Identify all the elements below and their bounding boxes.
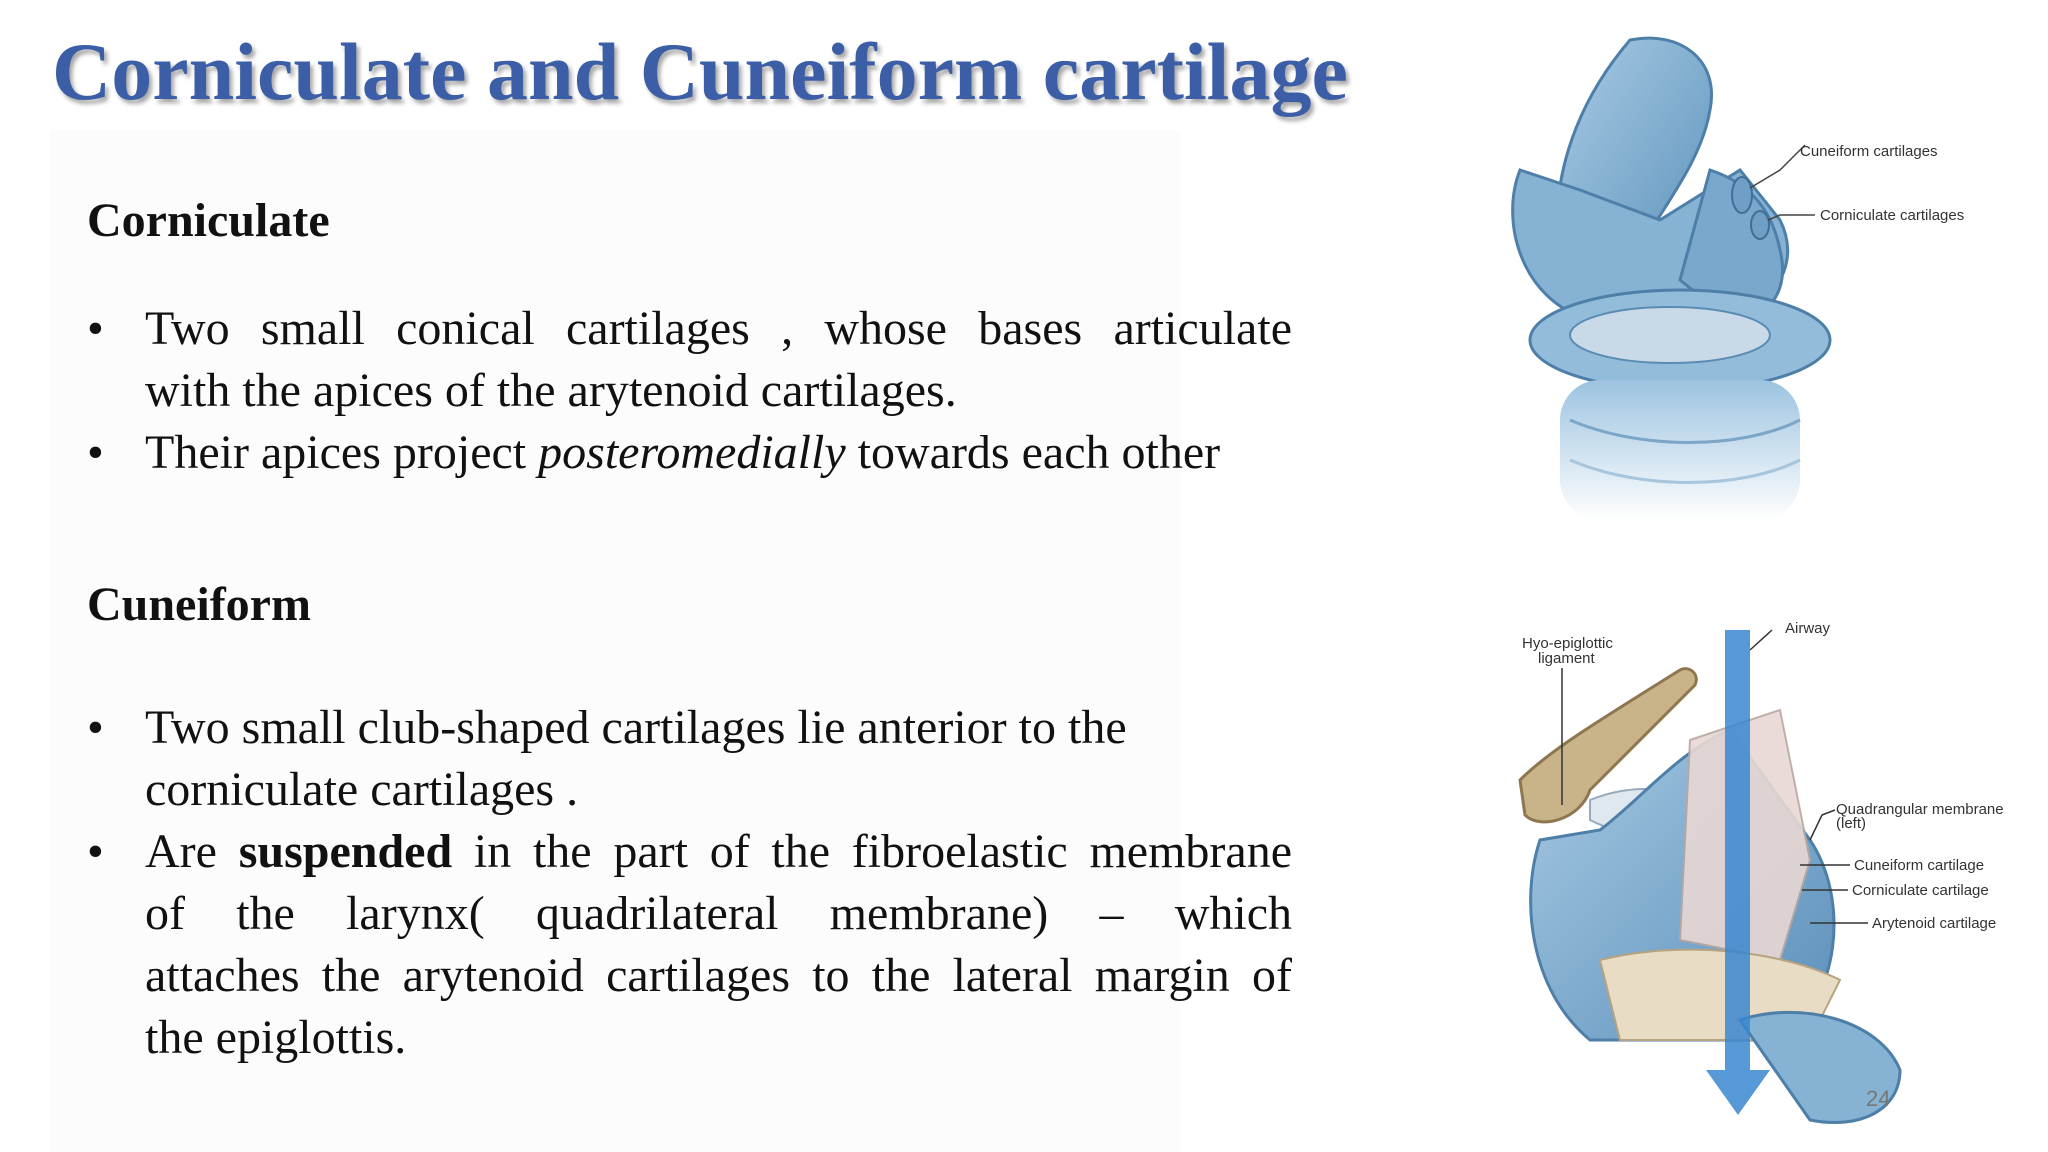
bullet-dot: • [87,302,104,355]
corniculate-bullet-1 [87,298,1292,422]
airway-leader-line [1750,630,1772,650]
bullet-text: Are [145,825,239,878]
cuneiform-heading: Cuneiform [87,578,311,631]
cuneiform-leader-line [1750,145,1805,188]
bullet-line: of the larynx( quadrilateral membrane) – which [145,887,1292,940]
quad-leader-line [1810,810,1835,840]
bullet-dot: • [87,825,104,878]
cuneiform-nodule-shape [1732,177,1752,213]
bullet-dot: • [87,426,104,479]
label-airway: Airway [1785,620,1831,637]
corniculate-bullet-2 [87,422,1292,484]
label-quadrangular-membrane-1: Quadrangular membrane [1836,801,2004,818]
label-quadrangular-membrane-2: (left) [1836,815,1866,832]
cuneiform-bullet-2 [87,821,1292,1069]
larynx-illustration-bottom [1480,600,2040,1140]
bullet-text: in the part of the fibroelastic membrane [452,825,1293,878]
bullet-emphasis: posteromedially [538,426,846,479]
bullet-text: Their apices project [145,426,539,479]
bullet-bold: suspended [238,825,453,878]
trachea-shape [1560,380,1800,520]
bullet-line: corniculate cartilages . [145,763,579,816]
cuneiform-bullet-list [87,697,1292,1069]
label-arytenoid-cartilage: Arytenoid cartilage [1872,915,1997,932]
bullet-line: Two small club-shaped cartilages lie anterior to the [145,701,1127,754]
bullet-text: towards each other [845,426,1221,479]
page-number: 24 [1866,1086,1891,1111]
cricoid-opening-shape [1570,307,1770,363]
slide-title: Corniculate and Cuneiform cartilage [52,26,1348,117]
label-corniculate-cartilage: Corniculate cartilage [1852,882,1989,899]
label-cuneiform-cartilages: Cuneiform cartilages [1800,143,1938,160]
cuneiform-bullet-1 [87,697,1292,821]
larynx-illustration-top [1480,20,2040,540]
bullet-line: attaches the arytenoid cartilages to the lateral margin of [145,949,1292,1002]
bullet-line [145,821,1292,883]
corniculate-bullet-list [87,298,1292,484]
label-cuneiform-cartilage: Cuneiform cartilage [1854,857,1985,874]
bullet-line: the epiglottis. [145,1011,407,1064]
corniculate-heading: Corniculate [87,194,330,247]
bullet-line: with the apices of the arytenoid cartilages. [145,364,957,417]
label-corniculate-cartilages: Corniculate cartilages [1820,207,1965,224]
bullet-line: Two small conical cartilages , whose bases articulate [145,302,1292,355]
bullet-dot: • [87,701,104,754]
corniculate-nodule-shape [1751,211,1769,239]
label-hyo-epiglottic-2: ligament [1538,650,1595,667]
label-hyo-epiglottic-1: Hyo-epiglottic [1522,635,1613,652]
